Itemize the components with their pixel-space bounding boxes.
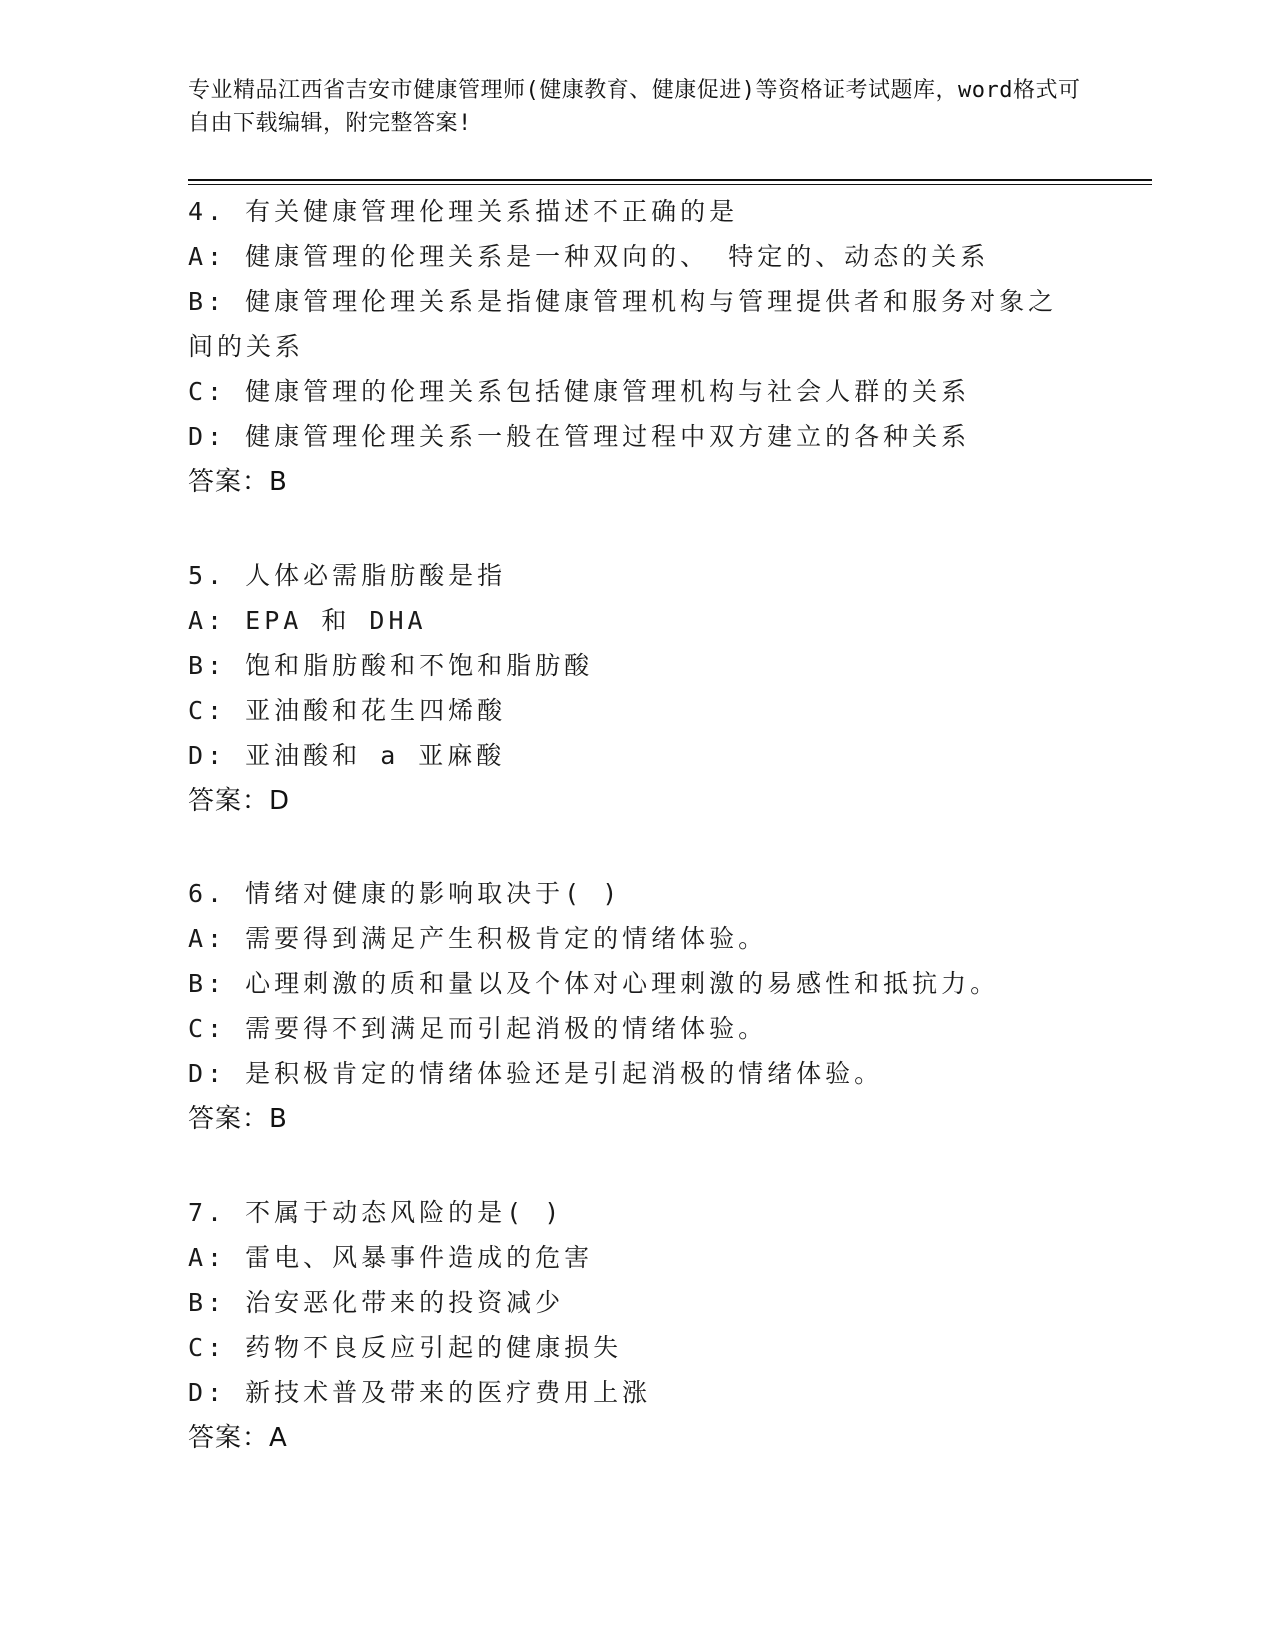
option-d: D: 亚油酸和 a 亚麻酸 <box>188 741 506 770</box>
question-stem: 4. 有关健康管理伦理关系描述不正确的是 <box>188 197 739 226</box>
option-a: A: 需要得到满足产生积极肯定的情绪体验。 <box>188 924 768 953</box>
answer-label: 答案：B <box>188 1104 288 1134</box>
option-b: B: 治安恶化带来的投资减少 <box>188 1288 565 1317</box>
question-stem: 5. 人体必需脂肪酸是指 <box>188 561 507 590</box>
question-block <box>188 871 1088 1142</box>
option-d: D: 新技术普及带来的医疗费用上涨 <box>188 1378 652 1407</box>
answer-label: 答案：B <box>188 467 288 497</box>
option-a: A: EPA 和 DHA <box>188 606 427 635</box>
option-b: B: 饱和脂肪酸和不饱和脂肪酸 <box>188 651 594 680</box>
header-divider-thick <box>188 179 1152 181</box>
option-d: D: 健康管理伦理关系一般在管理过程中双方建立的各种关系 <box>188 422 971 451</box>
option-b: B: 健康管理伦理关系是指健康管理机构与管理提供者和服务对象之间的关系 <box>188 287 1058 361</box>
document-header: 专业精品江西省吉安市健康管理师(健康教育、健康促进)等资格证考试题库，word格式可自由下载编辑，附完整答案! <box>188 78 1081 136</box>
question-block <box>188 553 1088 824</box>
answer-label: 答案：A <box>188 1423 288 1453</box>
question-block <box>188 189 1088 505</box>
option-c: C: 亚油酸和花生四烯酸 <box>188 696 507 725</box>
option-a: A: 健康管理的伦理关系是一种双向的、 特定的、动态的关系 <box>188 242 990 271</box>
option-d: D: 是积极肯定的情绪体验还是引起消极的情绪体验。 <box>188 1059 884 1088</box>
option-c: C: 健康管理的伦理关系包括健康管理机构与社会人群的关系 <box>188 377 971 406</box>
option-c: C: 药物不良反应引起的健康损失 <box>188 1333 623 1362</box>
question-stem: 6. 情绪对健康的影响取决于( ) <box>188 879 622 908</box>
option-b: B: 心理刺激的质和量以及个体对心理刺激的易感性和抵抗力。 <box>188 969 1000 998</box>
question-stem: 7. 不属于动态风险的是( ) <box>188 1198 564 1227</box>
option-a: A: 雷电、风暴事件造成的危害 <box>188 1243 594 1272</box>
question-block <box>188 1190 1088 1461</box>
header-divider-thin <box>188 184 1152 185</box>
answer-label: 答案：D <box>188 786 291 816</box>
option-c: C: 需要得不到满足而引起消极的情绪体验。 <box>188 1014 768 1043</box>
